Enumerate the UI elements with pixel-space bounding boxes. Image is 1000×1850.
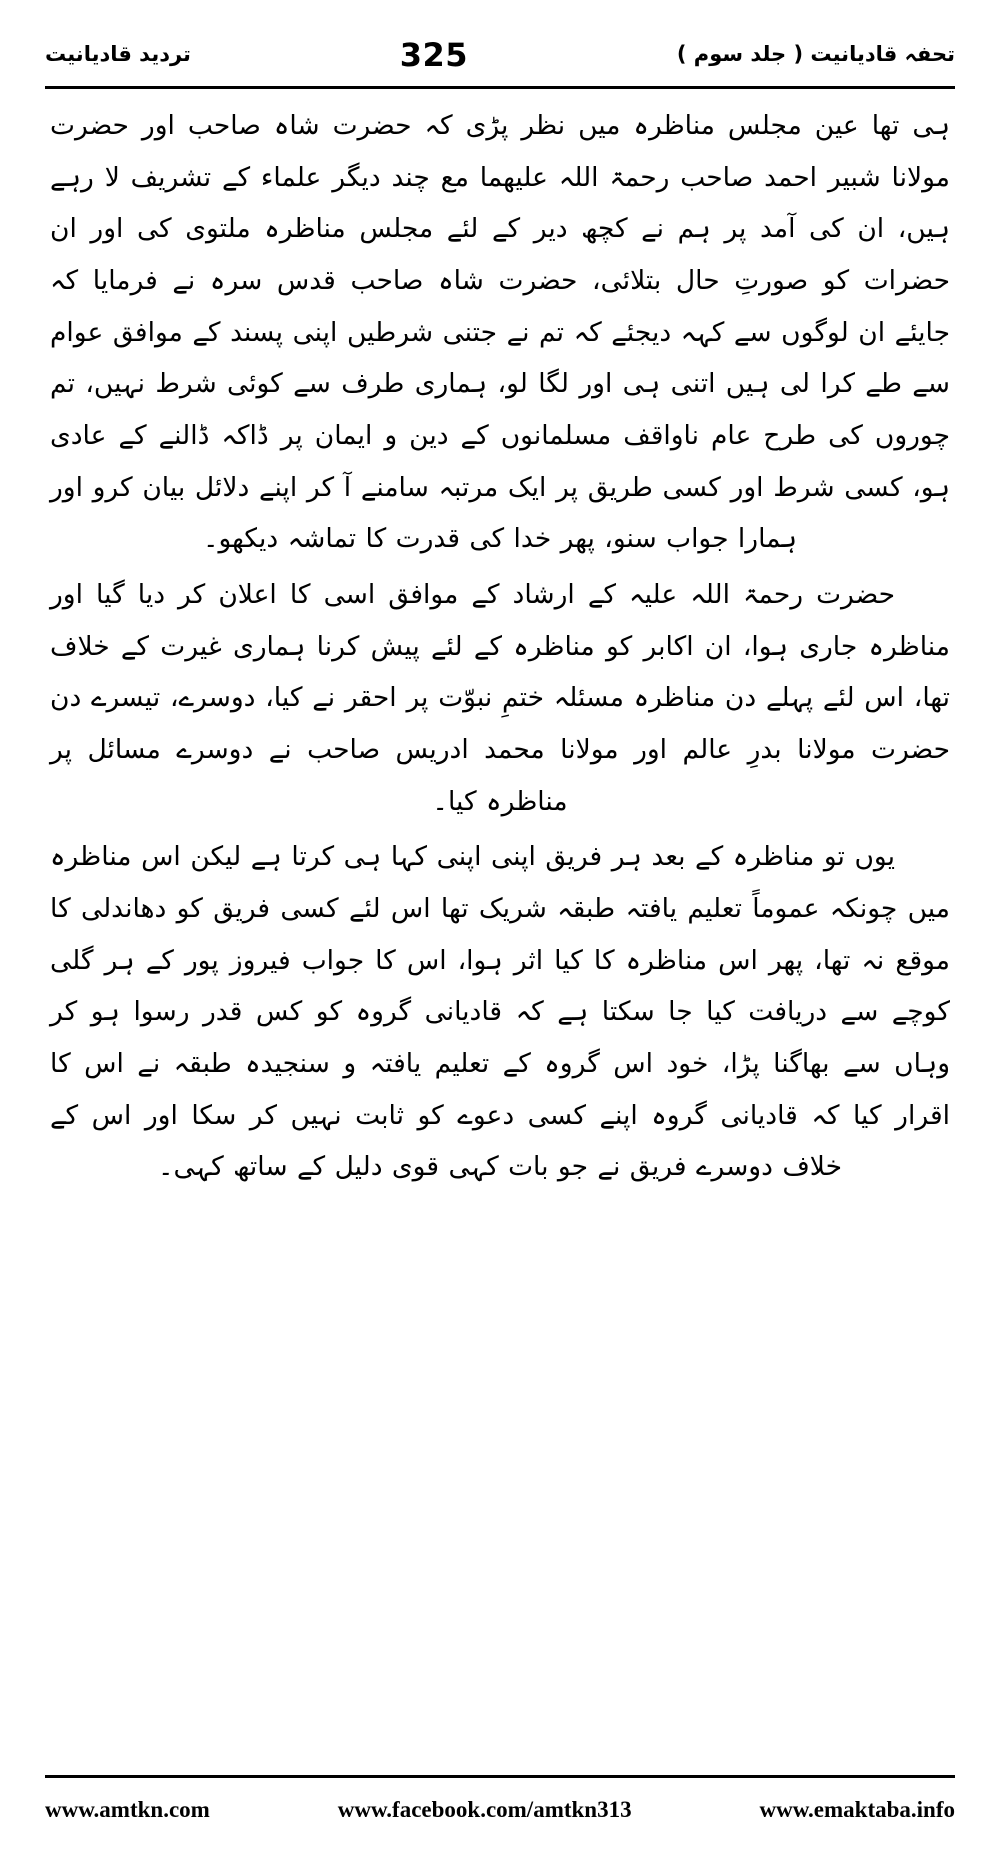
paragraph-3: یوں تو مناظرہ کے بعد ہر فریق اپنی اپنی کہا ہی کرتا ہے لیکن اس مناظرہ میں چونکہ عموماً تعلیم یافتہ طبقہ شریک تھا اس لئے کسی فریق کو دھاندلی کا موقع نہ تھا، پھر اس مناظرہ کا کیا اثر ہوا، اس کا جواب فیروز پور کے ہر گلی کوچے سے دریافت کیا جا سکتا ہے کہ قادیانی گروہ کو کس قدر رسوا ہو کر وہاں سے بھاگنا پڑا، خود اس گروہ کے تعلیم یافتہ و سنجیدہ طبقہ نے اس کا اقرار کیا کہ قادیانی گروہ اپنے کسی دعوے کو ثابت نہیں کر سکا اور اس کے خلاف دوسرے فریق نے جو بات کہی قوی دلیل کے ساتھ کہی۔: [50, 841, 950, 1183]
footer-link-website[interactable]: www.amtkn.com: [45, 1797, 210, 1822]
page-content: [50, 100, 950, 1730]
paragraph-1: ہی تھا عین مجلس مناظرہ میں نظر پڑی کہ حضرت شاہ صاحب اور حضرت مولانا شبیر احمد صاحب رحمۃ اللہ علیھما مع چند دیگر علماء کے تشریف لا رہے ہیں، ان کی آمد پر ہم نے کچھ دیر کے لئے مجلس مناظرہ ملتوی کی اور ان حضرات کو صورتِ حال بتلائی، حضرت شاہ صاحب قدس سرہ نے فرمایا کہ جایئے ان لوگوں سے کہہ دیجئے کہ تم نے جتنی شرطیں اپنی پسند کے موافق عوام سے طے کرا لی ہیں اتنی ہی اور لگا لو، ہماری طرف سے کوئی شرط نہیں، تم چوروں کی طرح عام ناواقف مسلمانوں کے دین و ایمان پر ڈاکہ ڈالنے کے عادی ہو، کسی شرط اور کسی طریق پر ایک مرتبہ سامنے آ کر اپنے دلائل بیان کرو اور ہمارا جواب سنو، پھر خدا کی قدرت کا تماشہ دیکھو۔: [50, 110, 950, 555]
header-book-title: تحفہ قادیانیت ( جلد سوم ): [676, 42, 955, 67]
footer-link-emaktaba[interactable]: www.emaktaba.info: [759, 1797, 955, 1822]
page-header: [45, 28, 955, 82]
header-divider: [45, 86, 955, 89]
page-footer: [45, 1788, 955, 1832]
footer-divider: [45, 1775, 955, 1778]
header-series-title: تردید قادیانیت: [45, 42, 191, 67]
paragraph-2: حضرت رحمۃ اللہ علیہ کے ارشاد کے موافق اسی کا اعلان کر دیا گیا اور مناظرہ جاری ہوا، ان اکابر کو مناظرہ کے لئے پیش کرنا ہماری غیرت کے خلاف تھا، اس لئے پہلے دن مناظرہ مسئلہ ختمِ نبوّت پر احقر نے کیا، دوسرے، تیسرے دن حضرت مولانا بدرِ عالم اور مولانا محمد ادریس صاحب نے دوسرے مسائل پر مناظرہ کیا۔: [50, 579, 950, 817]
footer-link-facebook[interactable]: www.facebook.com/amtkn313: [337, 1797, 632, 1822]
page-number: 325: [399, 36, 469, 74]
